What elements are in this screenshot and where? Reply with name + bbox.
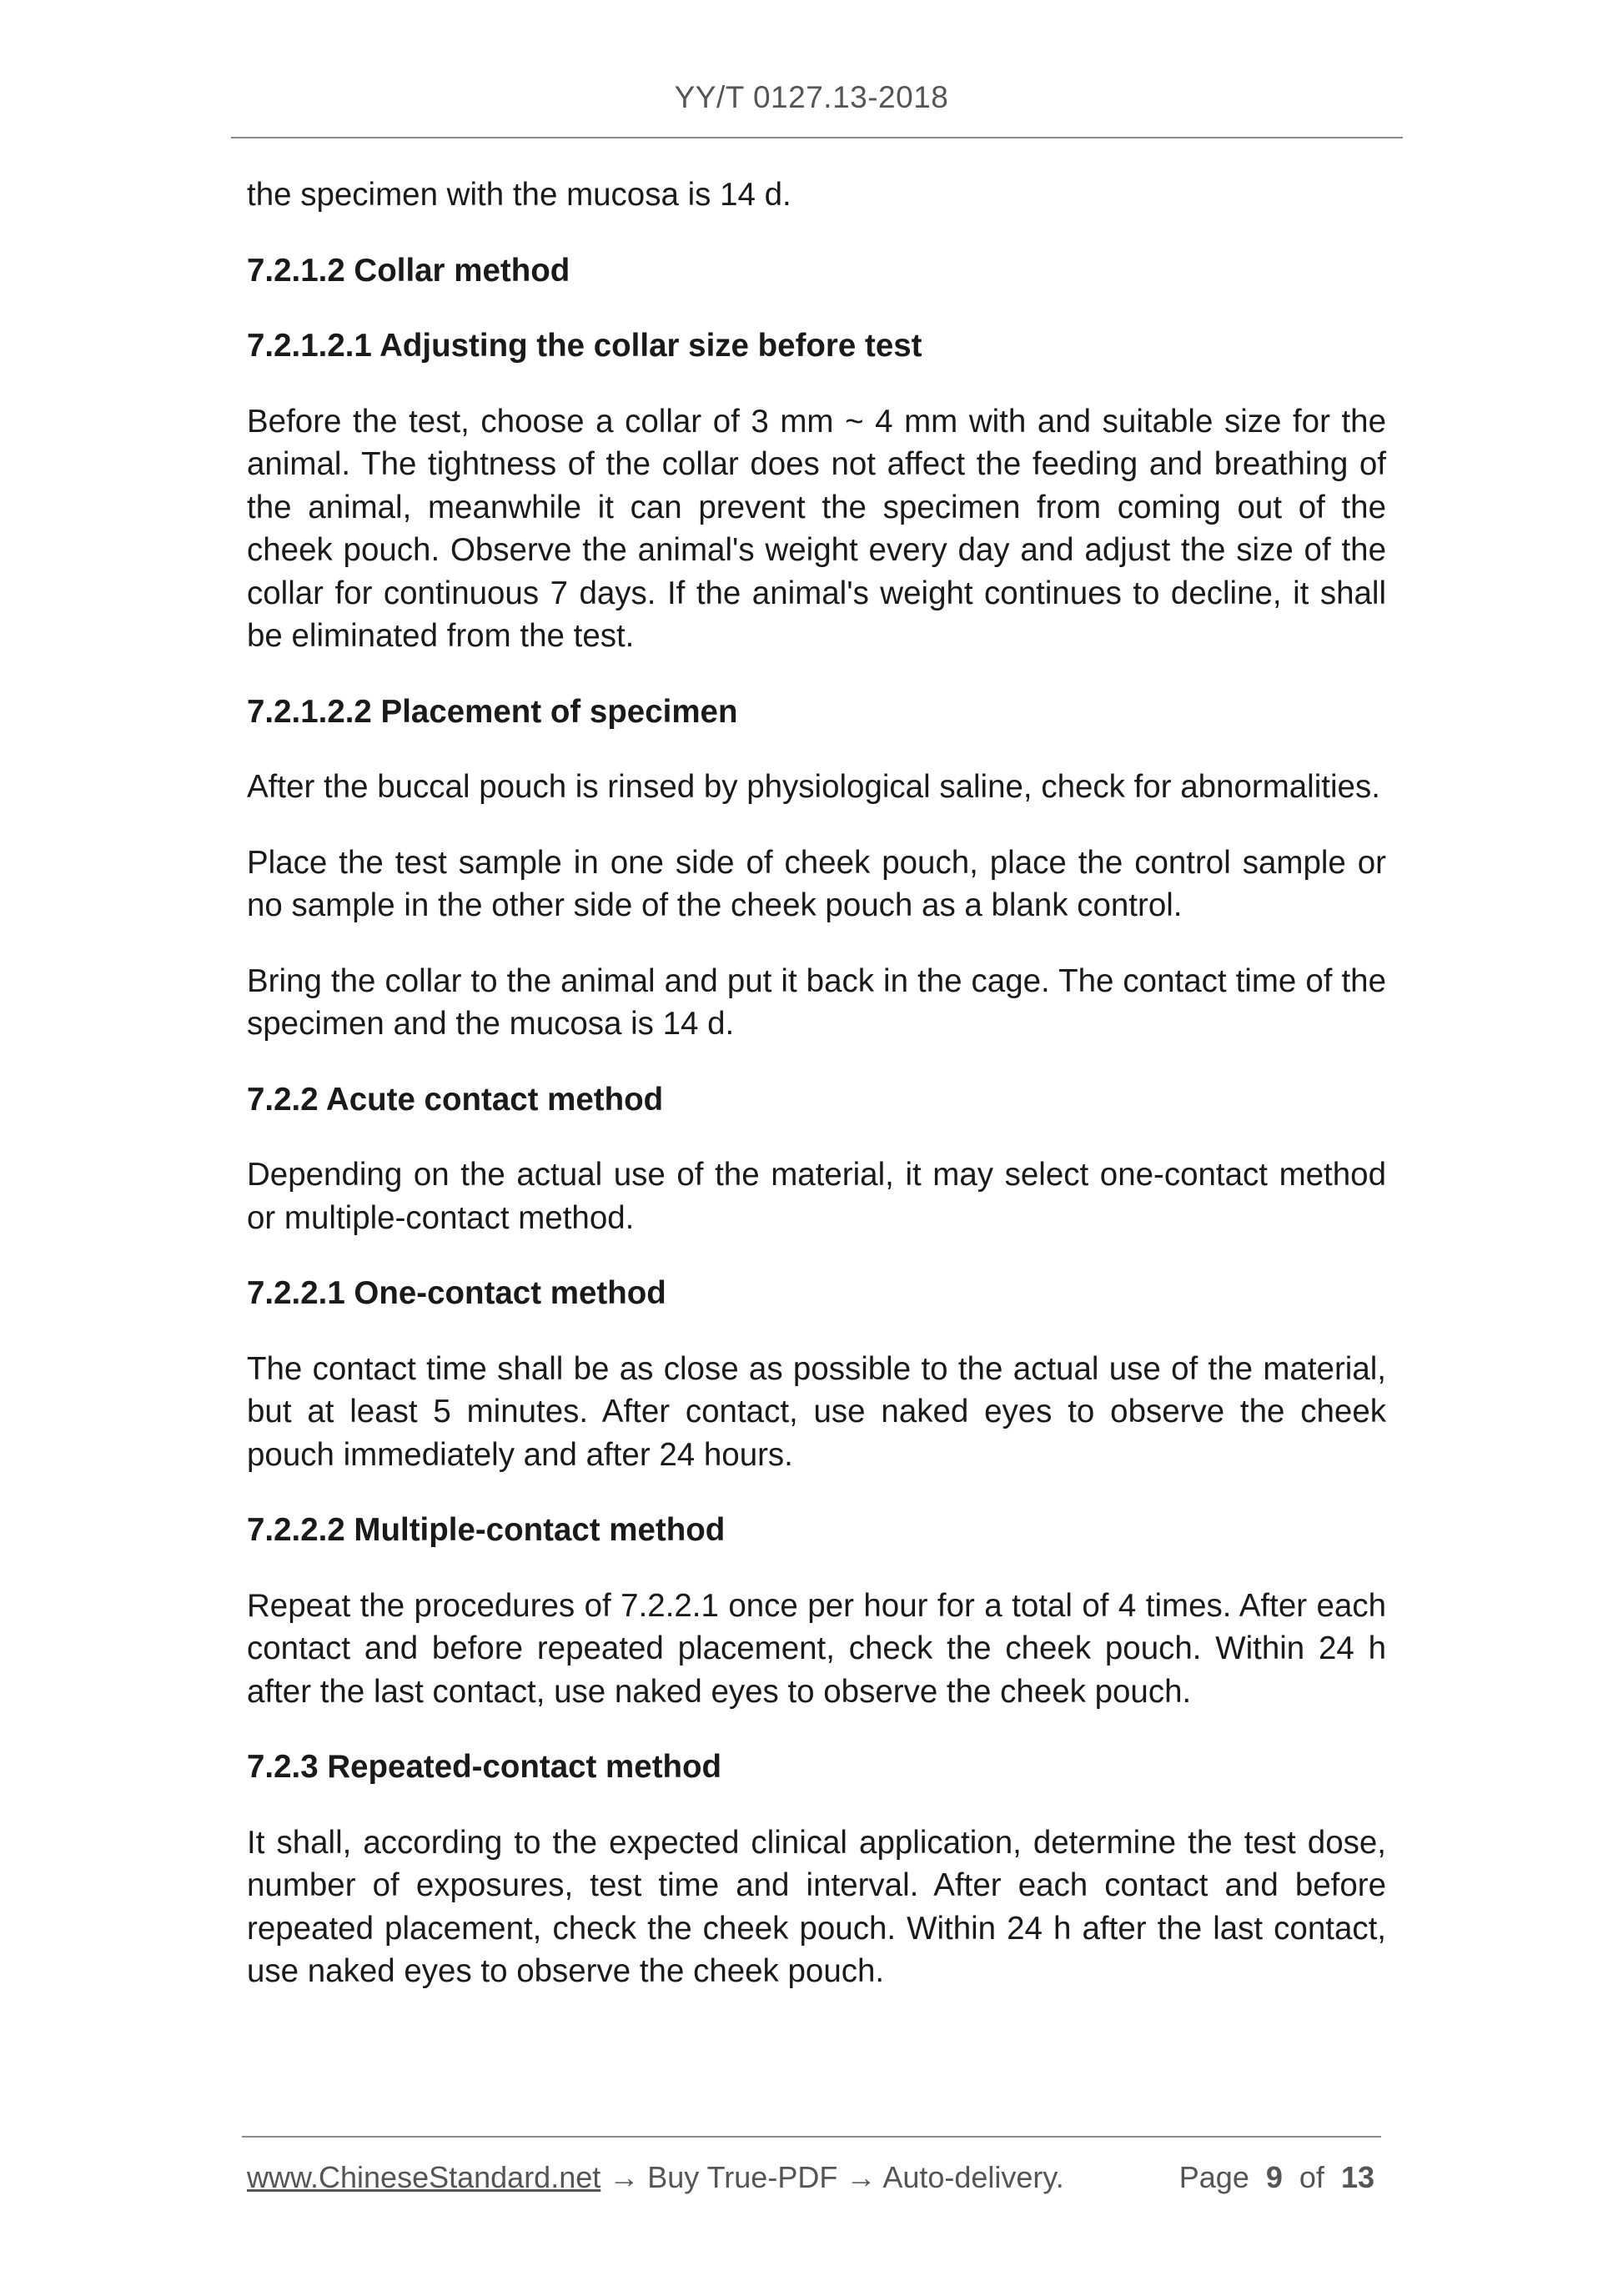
footer-divider xyxy=(242,2136,1381,2138)
page-content xyxy=(247,173,1386,2026)
section-heading-7-2-2-2: 7.2.2.2 Multiple-contact method xyxy=(247,1512,726,1548)
document-id-header: YY/T 0127.13-2018 xyxy=(674,80,949,114)
page-label: Page xyxy=(1178,2160,1249,2194)
section-heading-7-2-2: 7.2.2 Acute contact method xyxy=(247,1081,664,1118)
page-indicator xyxy=(1179,2158,1374,2197)
total-pages-number: 13 xyxy=(1340,2160,1374,2194)
paragraph-collar-cage: Bring the collar to the animal and put it back in the cage. The contact time of the specimen and the mucosa is 14 d. xyxy=(247,962,1386,1042)
paragraph-acute-contact: Depending on the actual use of the material, it may select one-contact method or multiple-contact method. xyxy=(247,1157,1386,1236)
section-heading-7-2-2-1: 7.2.2.1 One-contact method xyxy=(247,1275,666,1311)
footer-tagline: → Buy True-PDF → Auto-delivery. xyxy=(600,2160,1064,2194)
section-heading-7-2-1-2: 7.2.1.2 Collar method xyxy=(247,252,570,289)
paragraph-sample-placement: Place the test sample in one side of cheek pouch, place the control sample or no sample in the other side of the cheek pouch as a blank control. xyxy=(247,844,1386,923)
of-label: of xyxy=(1299,2160,1324,2194)
footer-left xyxy=(247,2158,1064,2197)
paragraph-repeated-contact: It shall, according to the expected clinical application, determine the test dose, number of exposures, test time and interval. After each contact and before repeated placement, check the cheek pouch. Within 24 h after the last contact, use naked eyes to observe the cheek pouch. xyxy=(247,1824,1386,1989)
paragraph-rinse-check: After the buccal pouch is rinsed by physiological saline, check for abnormalities. xyxy=(247,769,1380,805)
header-divider xyxy=(231,137,1403,138)
paragraph-multiple-contact: Repeat the procedures of 7.2.2.1 once per hour for a total of 4 times. After each contact and before repeated placement, check the cheek pouch. Within 24 h after the last contact, use naked eyes to observe the cheek pouch. xyxy=(247,1587,1386,1710)
website-link[interactable]: www.ChineseStandard.net xyxy=(247,2160,601,2194)
paragraph-continuation: the specimen with the mucosa is 14 d. xyxy=(247,177,791,213)
paragraph-one-contact: The contact time shall be as close as possible to the actual use of the material, but at least 5 minutes. After contact, use naked eyes to observe the cheek pouch immediately and after 24 hours. xyxy=(247,1350,1386,1473)
paragraph-collar-adjustment: Before the test, choose a collar of 3 mm ~ 4 mm with and suitable size for the animal. The tightness of the collar does not affect the feeding and breathing of the animal, meanwhile it can prevent the specimen from coming out of the cheek pouch. Observe the animal's weight every day and adjust the size of the collar for continuous 7 days. If the animal's weight continues to decline, it shall be eliminated from the test. xyxy=(247,403,1386,654)
section-heading-7-2-1-2-1: 7.2.1.2.1 Adjusting the collar size before test xyxy=(247,328,922,364)
section-heading-7-2-3: 7.2.3 Repeated-contact method xyxy=(247,1749,722,1785)
section-heading-7-2-1-2-2: 7.2.1.2.2 Placement of specimen xyxy=(247,693,738,730)
current-page-number: 9 xyxy=(1265,2160,1283,2194)
